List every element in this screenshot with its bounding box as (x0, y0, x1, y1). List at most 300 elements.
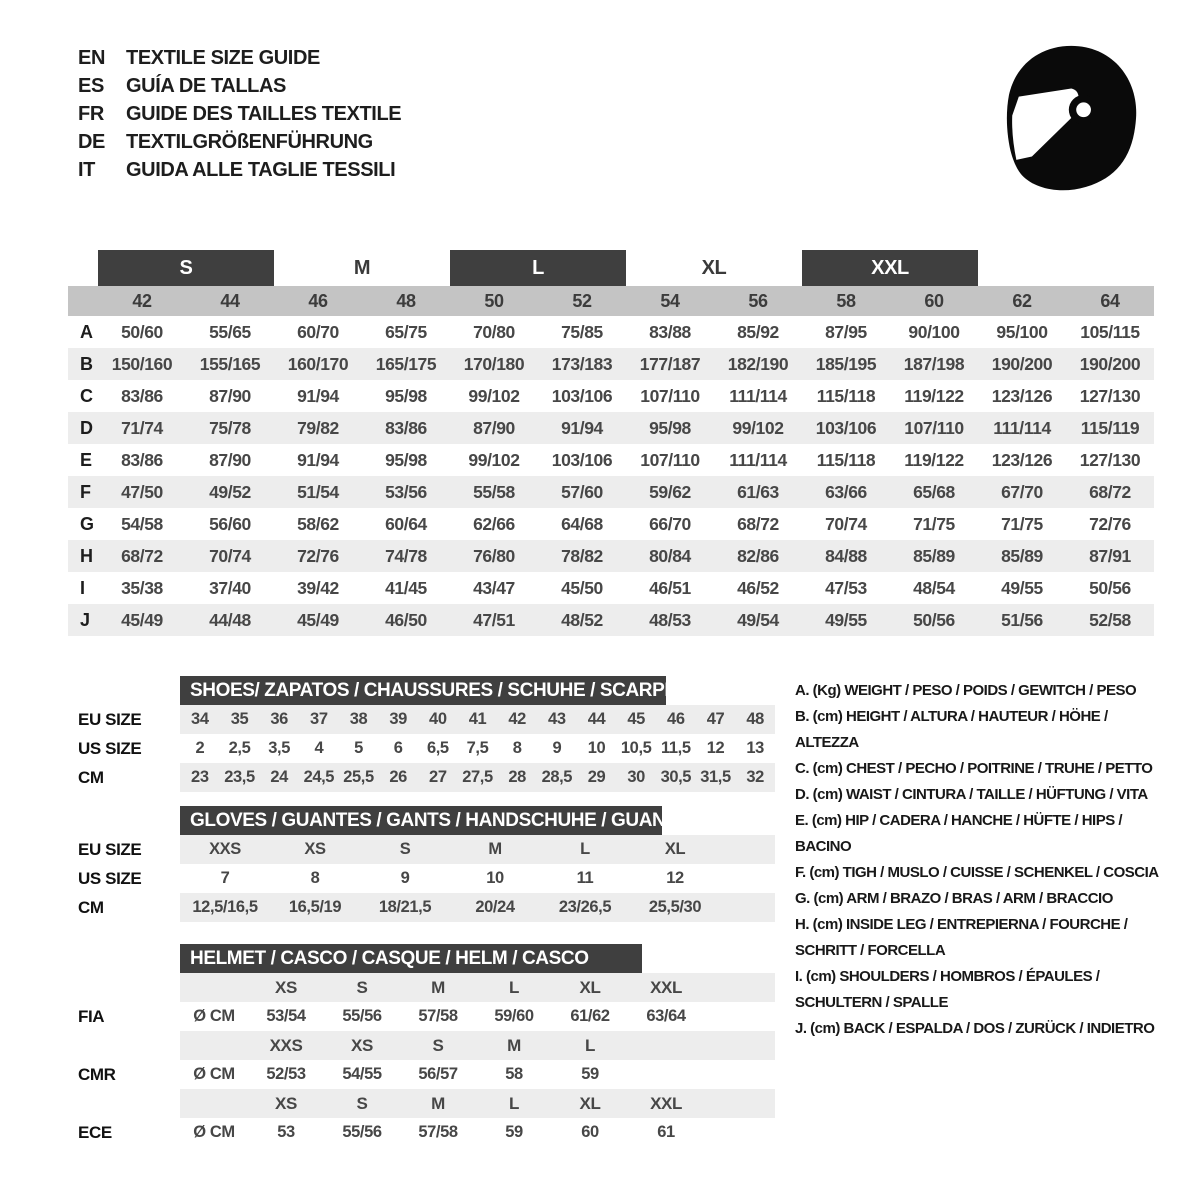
shoes-header-row (68, 676, 775, 705)
value-cell: 23 (191, 768, 209, 786)
column-header: 50 (484, 290, 504, 311)
value-cell: 8 (310, 869, 320, 887)
value-cell: 30,5 (660, 768, 692, 786)
value-cell: 12 (666, 869, 684, 887)
legend-item: G. (cm) ARM / BRAZO / BRAS / ARM / BRACCIO (795, 890, 1113, 907)
column-header: 56 (748, 290, 768, 311)
value-cell: 57/58 (418, 1123, 458, 1141)
value-cell: 46 (667, 710, 685, 728)
value-cell: 75/85 (561, 321, 603, 342)
helmet-section-title: HELMET / CASCO / CASQUE / HELM / CASCO (180, 944, 642, 973)
value-cell: 83/86 (385, 417, 427, 438)
value-cell: 26 (389, 768, 407, 786)
value-cell: 2,5 (228, 739, 251, 757)
language-title: GUIDA ALLE TAGLIE TESSILI (126, 159, 396, 181)
gloves-rows (68, 835, 775, 922)
row-values (180, 763, 775, 792)
diameter-unit: Ø CM (193, 1007, 235, 1025)
value-cell: 56/60 (209, 513, 251, 534)
size-row (68, 893, 775, 922)
standard-label: CMR (78, 1064, 116, 1084)
legend-item: B. (cm) HEIGHT / ALTURA / HAUTEUR / HÖHE / ALTEZZA (795, 708, 1108, 751)
bottom-section (68, 676, 1160, 1161)
value-cell: 2 (195, 739, 205, 757)
gutter-spacer (68, 1089, 180, 1118)
value-cell: 54/55 (342, 1065, 382, 1083)
row-values (180, 1002, 775, 1031)
value-cell: 115/119 (1080, 417, 1140, 438)
value-cell: 50/56 (1089, 577, 1131, 598)
value-cell: 57/58 (418, 1007, 458, 1025)
gloves-header-row (68, 806, 775, 835)
value-cell: 182/190 (727, 353, 789, 374)
value-cell: 45/49 (297, 609, 339, 630)
gutter-spacer (68, 973, 180, 1002)
value-cell: 52/53 (266, 1065, 306, 1083)
measure-row-e (68, 444, 1154, 476)
value-cell: 25,5 (343, 768, 374, 786)
value-cell: 50/56 (913, 609, 955, 630)
value-cell: 95/98 (385, 449, 427, 470)
language-row (78, 72, 401, 100)
gloves-section-title: GLOVES / GUANTES / GANTS / HANDSCHUHE / GUANTI (180, 806, 662, 835)
measure-row-f (68, 476, 1154, 508)
value-cell: 23/26,5 (558, 898, 612, 916)
value-cell: 24,5 (303, 768, 335, 786)
row-label: I (80, 577, 85, 598)
value-cell: 60/70 (297, 321, 339, 342)
size-cell: S (432, 1035, 444, 1055)
value-cell: 119/122 (904, 449, 964, 470)
value-cell: 51/56 (1001, 609, 1043, 630)
value-cell: 61/62 (570, 1007, 610, 1025)
value-cell: 71/74 (121, 417, 163, 438)
language-code: EN (78, 47, 105, 69)
measure-row-h (68, 540, 1154, 572)
value-cell: 127/130 (1079, 385, 1141, 406)
legend-item: F. (cm) TIGH / MUSLO / CUISSE / SCHENKEL / COSCIA (795, 864, 1159, 881)
value-cell: 75/78 (209, 417, 251, 438)
helmet-sizes-row (68, 1031, 775, 1060)
measure-row-d (68, 412, 1154, 444)
value-cell: 78/82 (561, 545, 603, 566)
value-cell: 39/42 (297, 577, 339, 598)
value-cell: 9 (400, 869, 410, 887)
size-cell: XXS (269, 1035, 303, 1055)
helmet-section (68, 944, 775, 1147)
value-cell: 87/90 (209, 385, 251, 406)
value-cell: 87/95 (825, 321, 867, 342)
language-row (78, 44, 401, 72)
value-cell: 20/24 (475, 898, 515, 916)
value-cell: 115/118 (816, 385, 876, 406)
size-cell: XL (579, 977, 601, 997)
racing-helmet-icon (986, 36, 1150, 200)
column-header: 46 (308, 290, 328, 311)
value-cell: 54/58 (121, 513, 163, 534)
value-cell: 44 (587, 710, 606, 728)
value-cell: 49/52 (209, 481, 251, 502)
value-cell: 38 (349, 710, 368, 728)
size-cell: S (356, 977, 368, 997)
size-cell: XL (579, 1093, 601, 1113)
value-cell: 27,5 (462, 768, 493, 786)
value-cell: 47/50 (121, 481, 163, 502)
value-cell: 84/88 (825, 545, 867, 566)
value-cell: 177/187 (639, 353, 701, 374)
value-cell: 160/170 (287, 353, 349, 374)
value-cell: 53/56 (385, 481, 427, 502)
value-cell: 13 (746, 739, 764, 757)
column-header: 54 (660, 290, 680, 311)
value-cell: 10 (587, 739, 606, 757)
value-cell: 41/45 (385, 577, 427, 598)
value-cell: 47 (706, 710, 725, 728)
measurement-legend (795, 676, 1160, 1161)
value-cell: 115/118 (816, 449, 876, 470)
row-label: F (80, 481, 91, 502)
value-cell: 11 (576, 869, 594, 887)
size-cell: XXL (650, 977, 682, 997)
value-cell: 95/98 (649, 417, 691, 438)
gutter-spacer (68, 806, 180, 835)
row-values (180, 1060, 775, 1089)
size-group-xxl: XXL (802, 250, 978, 286)
value-cell: 52/58 (1089, 609, 1131, 630)
value-cell: XS (304, 840, 326, 858)
value-cell: 85/89 (913, 545, 955, 566)
size-cell: XS (275, 1093, 297, 1113)
measure-row-c (68, 380, 1154, 412)
value-cell: 9 (552, 739, 562, 757)
accessory-tables (68, 676, 775, 1161)
size-number-header-row (68, 286, 1154, 316)
row-values (180, 973, 775, 1002)
value-cell: 31,5 (700, 768, 731, 786)
helmet-header-row (68, 944, 775, 973)
language-row (78, 100, 401, 128)
diameter-unit: Ø CM (193, 1065, 235, 1083)
value-cell: 48/53 (649, 609, 691, 630)
legend-item: I. (cm) SHOULDERS / HOMBROS / ÉPAULES / SCHULTERN / SPALLE (795, 968, 1100, 1011)
diameter-unit: Ø CM (193, 1123, 235, 1141)
value-cell: 91/94 (297, 449, 339, 470)
value-cell: 66/70 (649, 513, 691, 534)
value-cell: 36 (270, 710, 288, 728)
value-cell: 24 (270, 768, 288, 786)
row-label: US SIZE (78, 738, 142, 758)
value-cell: 53/54 (266, 1007, 306, 1025)
row-label: J (80, 609, 90, 630)
value-cell: 58/62 (297, 513, 339, 534)
value-cell: 48/52 (561, 609, 603, 630)
row-label: D (80, 417, 93, 438)
size-group-header-row (68, 250, 1154, 286)
value-cell: 67/70 (1001, 481, 1043, 502)
value-cell: 12 (706, 739, 725, 757)
value-cell: 123/126 (991, 385, 1053, 406)
value-cell: 46/50 (385, 609, 427, 630)
value-cell: 173/183 (551, 353, 613, 374)
value-cell: 68/72 (1089, 481, 1131, 502)
value-cell: 60/64 (385, 513, 427, 534)
garment-size-table (68, 250, 1154, 636)
value-cell: 55/58 (473, 481, 515, 502)
value-cell: 47/53 (825, 577, 867, 598)
value-cell: 103/106 (551, 385, 613, 406)
value-cell: 58 (505, 1065, 523, 1083)
value-cell: 5 (354, 739, 363, 757)
measurement-rows (68, 316, 1154, 636)
value-cell: 6,5 (426, 739, 449, 757)
value-cell: 99/102 (468, 449, 520, 470)
size-row (68, 705, 775, 734)
value-cell: 76/80 (473, 545, 515, 566)
row-label: E (80, 449, 92, 470)
value-cell: 74/78 (385, 545, 427, 566)
value-cell: 70/74 (209, 545, 251, 566)
value-cell: 123/126 (991, 449, 1053, 470)
gloves-section (68, 806, 775, 922)
value-cell: XXS (209, 840, 241, 858)
language-row (78, 156, 401, 184)
value-cell: 107/110 (640, 385, 700, 406)
value-cell: 18/21,5 (378, 898, 432, 916)
value-cell: 91/94 (561, 417, 603, 438)
legend-item: H. (cm) INSIDE LEG / ENTREPIERNA / FOURCHE / SCHRITT / FORCELLA (795, 916, 1128, 959)
value-cell: 40 (429, 710, 447, 728)
value-cell: 3,5 (268, 739, 291, 757)
size-row (68, 763, 775, 792)
row-label: CM (78, 767, 104, 787)
value-cell: 27 (429, 768, 447, 786)
value-cell: 10 (486, 869, 504, 887)
value-cell: 70/80 (473, 321, 515, 342)
value-cell: 119/122 (904, 385, 964, 406)
value-cell: 7 (220, 869, 230, 887)
value-cell: 48/54 (913, 577, 955, 598)
value-cell: 49/54 (737, 609, 779, 630)
helmet-sizes-row (68, 973, 775, 1002)
value-cell: 61 (657, 1123, 675, 1141)
row-values (180, 835, 775, 864)
value-cell: 87/91 (1089, 545, 1131, 566)
value-cell: 90/100 (908, 321, 960, 342)
value-cell: 85/92 (737, 321, 779, 342)
value-cell: 42 (508, 710, 526, 728)
value-cell: 111/114 (993, 417, 1051, 438)
value-cell: 49/55 (825, 609, 867, 630)
value-cell: 59 (505, 1123, 523, 1141)
value-cell: 150/160 (111, 353, 173, 374)
value-cell: 63/64 (646, 1007, 686, 1025)
value-cell: 99/102 (468, 385, 520, 406)
size-group-m: M (353, 256, 371, 279)
shoes-section (68, 676, 775, 792)
value-cell: 60 (581, 1123, 599, 1141)
value-cell: 61/63 (737, 481, 779, 502)
language-code: IT (78, 159, 95, 181)
legend-item: C. (cm) CHEST / PECHO / POITRINE / TRUHE / PETTO (795, 760, 1153, 777)
value-cell: L (580, 840, 590, 858)
size-row (68, 864, 775, 893)
size-cell: M (431, 977, 445, 997)
value-cell: 16,5/19 (288, 898, 342, 916)
measure-row-i (68, 572, 1154, 604)
value-cell: 37 (310, 710, 328, 728)
language-row (78, 128, 401, 156)
row-values (180, 734, 775, 763)
value-cell: 53 (277, 1123, 295, 1141)
value-cell: 72/76 (1089, 513, 1131, 534)
value-cell: 64/68 (561, 513, 603, 534)
value-cell: 45/50 (561, 577, 603, 598)
standard-label: FIA (78, 1006, 105, 1026)
row-label: EU SIZE (78, 839, 142, 859)
value-cell: 23,5 (224, 768, 255, 786)
column-header: 52 (572, 290, 592, 311)
helmet-sizes-row (68, 1089, 775, 1118)
row-label: CM (78, 897, 104, 917)
value-cell: 95/98 (385, 385, 427, 406)
value-cell: 10,5 (620, 739, 652, 757)
language-code: FR (78, 103, 104, 125)
shoes-rows (68, 705, 775, 792)
value-cell: 83/86 (121, 449, 163, 470)
language-code: ES (78, 75, 104, 97)
value-cell: 107/110 (640, 449, 700, 470)
column-header: 48 (396, 290, 416, 311)
value-cell: 170/180 (463, 353, 525, 374)
value-cell: 190/200 (991, 353, 1053, 374)
value-cell: 41 (468, 710, 487, 728)
legend-item: J. (cm) BACK / ESPALDA / DOS / ZURÜCK / INDIETRO (795, 1020, 1155, 1037)
size-cell: L (509, 1093, 519, 1113)
row-label: H (80, 545, 93, 566)
value-cell: 47/51 (473, 609, 515, 630)
value-cell: 30 (627, 768, 645, 786)
value-cell: 4 (314, 739, 324, 757)
value-cell: 70/74 (825, 513, 867, 534)
language-code: DE (78, 131, 105, 153)
gutter-spacer (68, 944, 180, 973)
value-cell: 185/195 (815, 353, 877, 374)
row-values (180, 1089, 775, 1118)
column-header: 64 (1100, 290, 1120, 311)
size-cell: S (356, 1093, 368, 1113)
value-cell: 105/115 (1080, 321, 1140, 342)
value-cell: 107/110 (904, 417, 964, 438)
column-header: 58 (836, 290, 856, 311)
value-cell: 59/62 (649, 481, 691, 502)
row-label: EU SIZE (78, 709, 142, 729)
value-cell: 68/72 (121, 545, 163, 566)
helmet-values-row (68, 1060, 775, 1089)
value-cell: 35/38 (121, 577, 163, 598)
value-cell: 44/48 (209, 609, 251, 630)
value-cell: 87/90 (209, 449, 251, 470)
size-cell: M (431, 1093, 445, 1113)
measure-row-a (68, 316, 1154, 348)
value-cell: 57/60 (561, 481, 603, 502)
value-cell: 190/200 (1079, 353, 1141, 374)
value-cell: 45/49 (121, 609, 163, 630)
size-cell: XS (275, 977, 297, 997)
value-cell: 62/66 (473, 513, 515, 534)
value-cell: 111/114 (729, 449, 787, 470)
value-cell: M (488, 840, 502, 858)
language-title: TEXTILGRÖßENFÜHRUNG (126, 131, 373, 153)
value-cell: 72/76 (297, 545, 339, 566)
helmet-values-row (68, 1002, 775, 1031)
row-label: G (80, 513, 94, 534)
value-cell: 46/52 (737, 577, 779, 598)
value-cell: 103/106 (551, 449, 613, 470)
value-cell: 155/165 (199, 353, 261, 374)
column-header: 44 (220, 290, 240, 311)
size-cell: XS (351, 1035, 373, 1055)
helmet-rows (68, 973, 775, 1147)
row-values (180, 1031, 775, 1060)
size-cell: L (509, 977, 519, 997)
value-cell: 55/56 (342, 1123, 382, 1141)
value-cell: 48 (746, 710, 764, 728)
row-values (180, 705, 775, 734)
column-header: 62 (1012, 290, 1032, 311)
size-group-xl: XL (701, 256, 727, 279)
value-cell: 49/55 (1001, 577, 1043, 598)
value-cell: 95/100 (996, 321, 1048, 342)
gutter-spacer (68, 676, 180, 705)
value-cell: 39 (389, 710, 407, 728)
measure-row-j (68, 604, 1154, 636)
column-header: 42 (132, 290, 152, 311)
legend-item: D. (cm) WAIST / CINTURA / TAILLE / HÜFTUNG / VITA (795, 786, 1148, 803)
row-label: A (80, 321, 93, 342)
legend-item: A. (Kg) WEIGHT / PESO / POIDS / GEWITCH / PESO (795, 682, 1137, 699)
size-cell: XXL (650, 1093, 682, 1113)
shoes-section-title: SHOES/ ZAPATOS / CHAUSSURES / SCHUHE / SCARPE (180, 676, 666, 705)
size-group-s: S (98, 250, 274, 286)
value-cell: 127/130 (1079, 449, 1141, 470)
row-values (180, 1118, 775, 1147)
legend-item: E. (cm) HIP / CADERA / HANCHE / HÜFTE / HIPS / BACINO (795, 812, 1123, 855)
value-cell: 46/51 (649, 577, 691, 598)
row-values (180, 864, 775, 893)
value-cell: 79/82 (297, 417, 339, 438)
value-cell: 6 (393, 739, 403, 757)
value-cell: 65/68 (913, 481, 955, 502)
value-cell: 83/86 (121, 385, 163, 406)
value-cell: 37/40 (209, 577, 251, 598)
value-cell: 43/47 (473, 577, 515, 598)
value-cell: 91/94 (297, 385, 339, 406)
value-cell: 51/54 (297, 481, 339, 502)
value-cell: 71/75 (1001, 513, 1043, 534)
value-cell: 111/114 (729, 385, 787, 406)
value-cell: 103/106 (815, 417, 877, 438)
language-title: GUÍA DE TALLAS (126, 75, 286, 97)
size-row (68, 835, 775, 864)
value-cell: 35 (230, 710, 249, 728)
value-cell: 28 (508, 768, 526, 786)
measure-row-b (68, 348, 1154, 380)
size-cell: L (585, 1035, 595, 1055)
value-cell: 80/84 (649, 545, 691, 566)
value-cell: 45 (627, 710, 645, 728)
gutter-spacer (68, 1031, 180, 1060)
value-cell: 28,5 (541, 768, 573, 786)
